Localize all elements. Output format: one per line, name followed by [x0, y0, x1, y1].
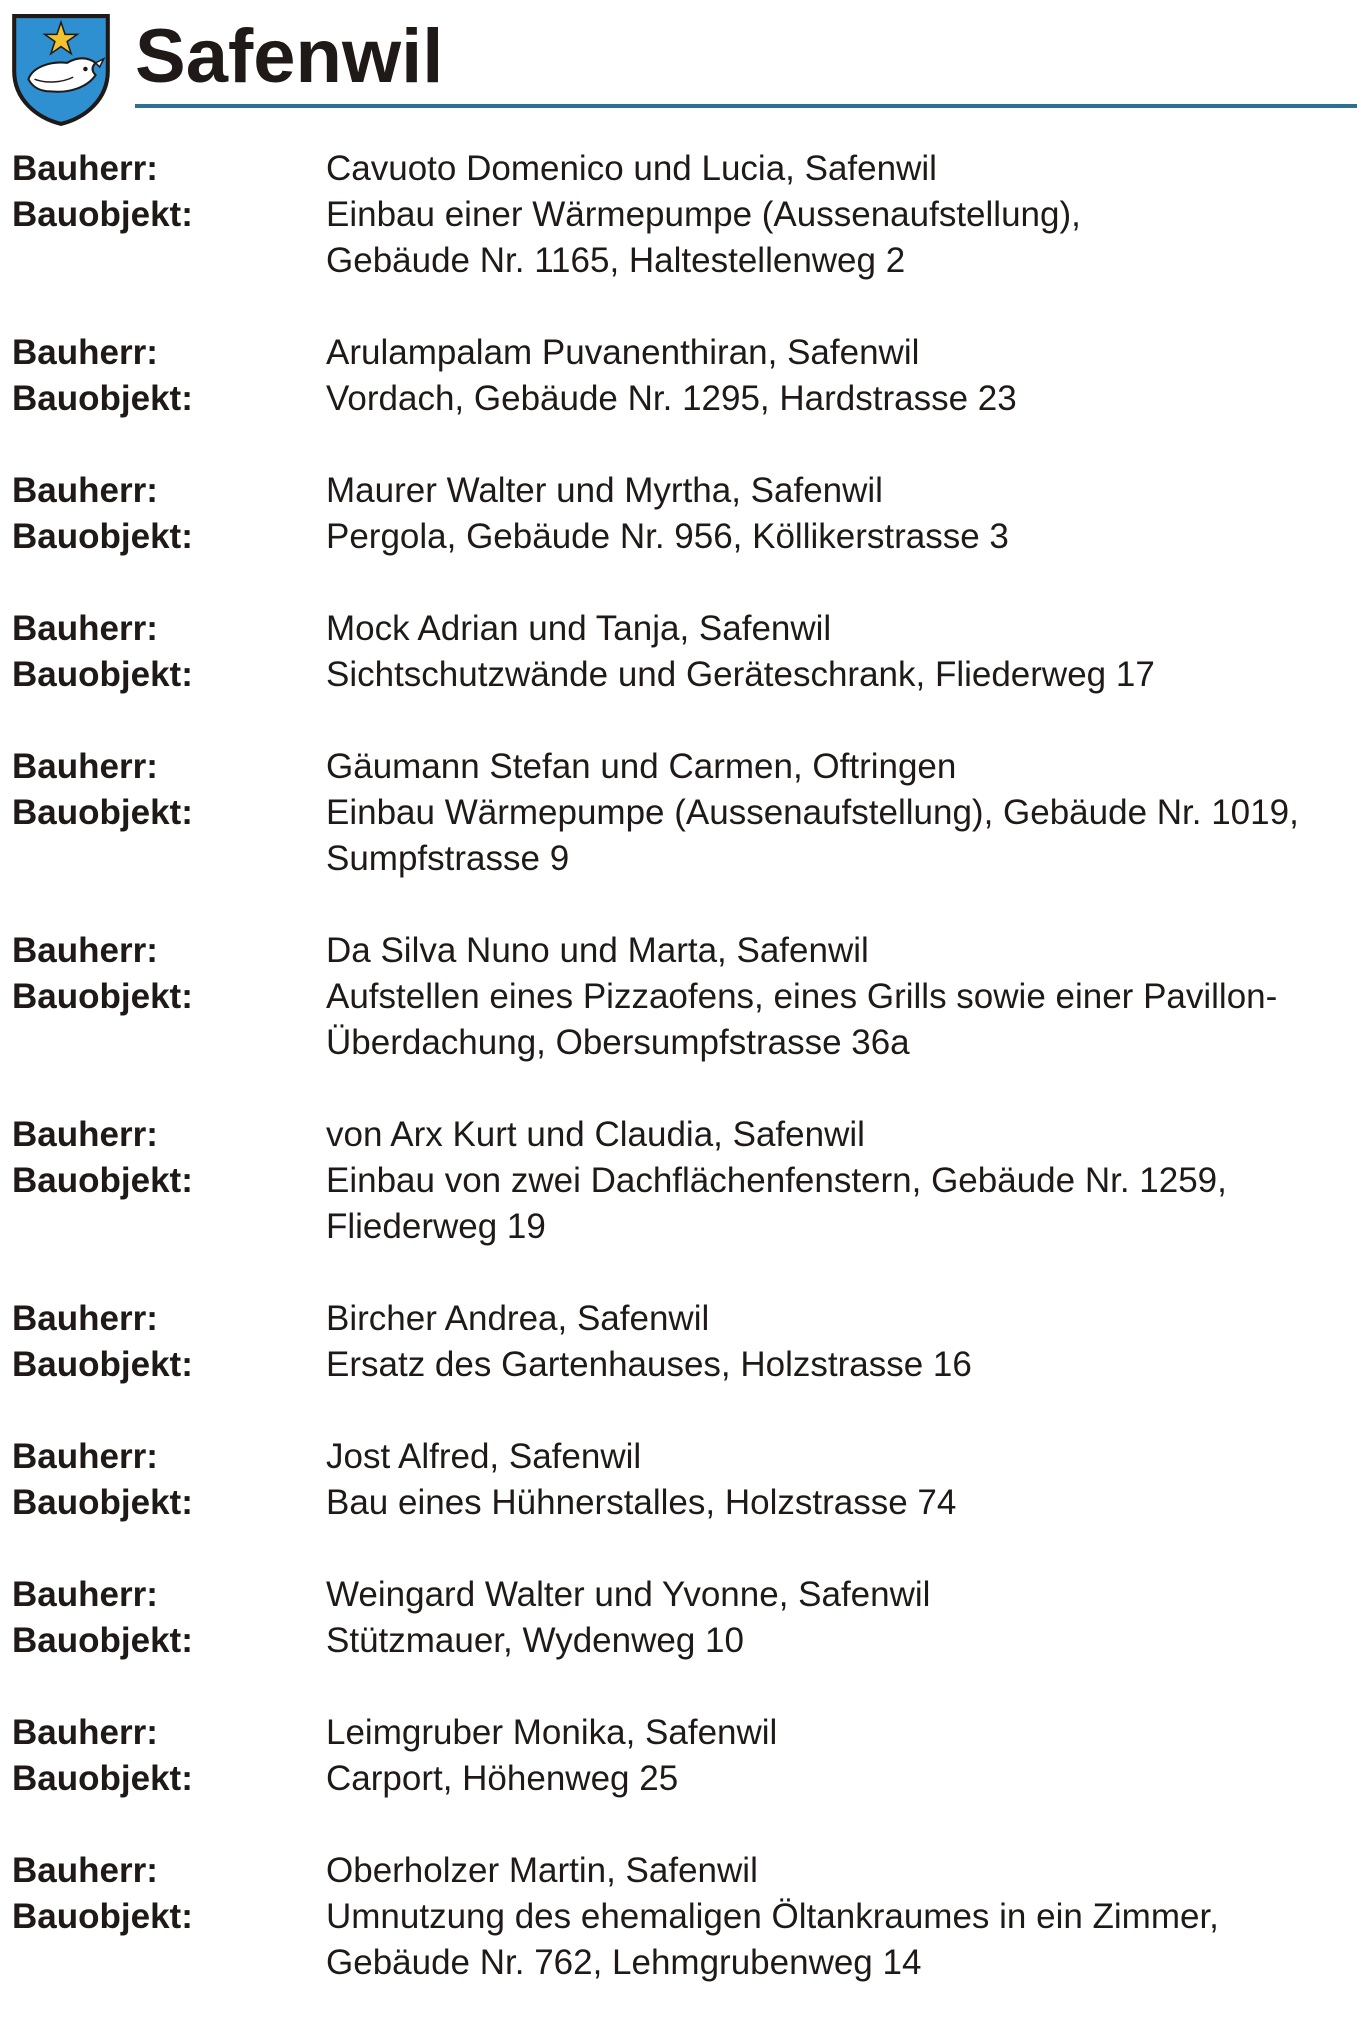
bauobjekt-line: Aufstellen eines Pizzaofens, eines Grills sowie einer Pavillon- — [326, 977, 1278, 1016]
bauobjekt-row — [0, 652, 1364, 698]
bauherr-value: Gäumann Stefan und Carmen, Oftringen — [326, 747, 957, 786]
bauobjekt-row — [0, 1894, 1364, 1986]
bauherr-label: Bauherr: — [12, 1851, 158, 1890]
bauherr-row — [0, 606, 1364, 652]
bauobjekt-line: Stützmauer, Wydenweg 10 — [326, 1621, 744, 1660]
bauobjekt-value — [326, 1342, 1336, 1388]
permit-entry — [0, 1296, 1364, 1388]
bauherr-label: Bauherr: — [12, 149, 158, 188]
bauherr-row — [0, 146, 1364, 192]
bauherr-label: Bauherr: — [12, 931, 158, 970]
permit-entry — [0, 744, 1364, 882]
bauobjekt-label: Bauobjekt: — [12, 1897, 193, 1936]
bauobjekt-value — [326, 790, 1336, 882]
permit-entry — [0, 606, 1364, 698]
bauobjekt-row — [0, 376, 1364, 422]
bauherr-value: Jost Alfred, Safenwil — [326, 1437, 642, 1476]
bauherr-row — [0, 1434, 1364, 1480]
bauherr-label: Bauherr: — [12, 1299, 158, 1338]
bauherr-row — [0, 928, 1364, 974]
bauobjekt-line: Einbau Wärmepumpe (Aussenaufstellung), Gebäude Nr. 1019, — [326, 793, 1299, 832]
bauobjekt-label: Bauobjekt: — [12, 1621, 193, 1660]
bauherr-value: Weingard Walter und Yvonne, Safenwil — [326, 1575, 931, 1614]
permit-entry — [0, 1572, 1364, 1664]
permit-entry — [0, 1848, 1364, 1986]
bauobjekt-label: Bauobjekt: — [12, 517, 193, 556]
bauherr-value: Cavuoto Domenico und Lucia, Safenwil — [326, 149, 937, 188]
title-underline — [135, 104, 1357, 108]
bauobjekt-row — [0, 1480, 1364, 1526]
bauobjekt-label: Bauobjekt: — [12, 195, 193, 234]
bauobjekt-line: Pergola, Gebäude Nr. 956, Köllikerstrasse 3 — [326, 517, 1009, 556]
bauobjekt-row — [0, 1756, 1364, 1802]
bauobjekt-row — [0, 1158, 1364, 1250]
bauherr-value: Oberholzer Martin, Safenwil — [326, 1851, 758, 1890]
bauobjekt-label: Bauobjekt: — [12, 1483, 193, 1522]
bauobjekt-value — [326, 974, 1336, 1066]
bauherr-label: Bauherr: — [12, 471, 158, 510]
bauobjekt-value — [326, 1894, 1336, 1986]
bauobjekt-line: Sichtschutzwände und Geräteschrank, Fliederweg 17 — [326, 655, 1155, 694]
bauobjekt-line: Umnutzung des ehemaligen Öltankraumes in ein Zimmer, — [326, 1897, 1219, 1936]
bauobjekt-row — [0, 790, 1364, 882]
bauherr-row — [0, 1112, 1364, 1158]
bauherr-value: Maurer Walter und Myrtha, Safenwil — [326, 471, 883, 510]
permit-entry — [0, 330, 1364, 422]
bauobjekt-line: Überdachung, Obersumpfstrasse 36a — [326, 1023, 910, 1062]
bauobjekt-line: Bau eines Hühnerstalles, Holzstrasse 74 — [326, 1483, 957, 1522]
bauobjekt-value — [326, 1756, 1336, 1802]
bauobjekt-line: Ersatz des Gartenhauses, Holzstrasse 16 — [326, 1345, 972, 1384]
bauherr-row — [0, 744, 1364, 790]
bauherr-row — [0, 1572, 1364, 1618]
bauherr-label: Bauherr: — [12, 747, 158, 786]
bauobjekt-label: Bauobjekt: — [12, 1759, 193, 1798]
bauobjekt-value — [326, 1480, 1336, 1526]
bauobjekt-value — [326, 652, 1336, 698]
bauobjekt-label: Bauobjekt: — [12, 379, 193, 418]
bauobjekt-line: Fliederweg 19 — [326, 1207, 546, 1246]
coat-of-arms-icon — [10, 12, 112, 128]
bauherr-value: Da Silva Nuno und Marta, Safenwil — [326, 931, 869, 970]
bauobjekt-label: Bauobjekt: — [12, 977, 193, 1016]
bauherr-row — [0, 1848, 1364, 1894]
bauherr-value: Bircher Andrea, Safenwil — [326, 1299, 710, 1338]
permit-entry — [0, 928, 1364, 1066]
bauobjekt-line: Sumpfstrasse 9 — [326, 839, 570, 878]
bauherr-label: Bauherr: — [12, 1115, 158, 1154]
bauobjekt-line: Einbau von zwei Dachflächenfenstern, Gebäude Nr. 1259, — [326, 1161, 1227, 1200]
bauobjekt-line: Carport, Höhenweg 25 — [326, 1759, 679, 1798]
bauobjekt-line: Gebäude Nr. 762, Lehmgrubenweg 14 — [326, 1943, 922, 1982]
bauherr-row — [0, 468, 1364, 514]
building-permit-list — [0, 146, 1364, 2032]
bauobjekt-row — [0, 1342, 1364, 1388]
permit-entry — [0, 1434, 1364, 1526]
bauobjekt-line: Einbau einer Wärmepumpe (Aussenaufstellung), — [326, 195, 1081, 234]
bauherr-label: Bauherr: — [12, 609, 158, 648]
bauobjekt-value — [326, 1158, 1336, 1250]
bauobjekt-value — [326, 192, 1336, 284]
page-title: Safenwil — [135, 14, 444, 99]
bauobjekt-row — [0, 1618, 1364, 1664]
bauobjekt-row — [0, 192, 1364, 284]
bauobjekt-row — [0, 974, 1364, 1066]
bauherr-value: Leimgruber Monika, Safenwil — [326, 1713, 778, 1752]
header — [0, 0, 1364, 130]
bauherr-row — [0, 1710, 1364, 1756]
bauherr-label: Bauherr: — [12, 1437, 158, 1476]
bauherr-value: Arulampalam Puvanenthiran, Safenwil — [326, 333, 920, 372]
bauobjekt-line: Gebäude Nr. 1165, Haltestellenweg 2 — [326, 241, 906, 280]
bauobjekt-label: Bauobjekt: — [12, 655, 193, 694]
bauobjekt-line: Vordach, Gebäude Nr. 1295, Hardstrasse 23 — [326, 379, 1017, 418]
permit-entry — [0, 1112, 1364, 1250]
permit-entry — [0, 146, 1364, 284]
bauherr-row — [0, 330, 1364, 376]
bauobjekt-row — [0, 514, 1364, 560]
permit-entry — [0, 468, 1364, 560]
bauobjekt-value — [326, 1618, 1336, 1664]
bauobjekt-label: Bauobjekt: — [12, 1161, 193, 1200]
bauherr-value: von Arx Kurt und Claudia, Safenwil — [326, 1115, 865, 1154]
bauobjekt-label: Bauobjekt: — [12, 1345, 193, 1384]
bauherr-label: Bauherr: — [12, 1713, 158, 1752]
bauherr-value: Mock Adrian und Tanja, Safenwil — [326, 609, 832, 648]
bauobjekt-value — [326, 514, 1336, 560]
bauherr-label: Bauherr: — [12, 333, 158, 372]
permit-entry — [0, 1710, 1364, 1802]
bauherr-label: Bauherr: — [12, 1575, 158, 1614]
bauherr-row — [0, 1296, 1364, 1342]
bauobjekt-label: Bauobjekt: — [12, 793, 193, 832]
bauobjekt-value — [326, 376, 1336, 422]
